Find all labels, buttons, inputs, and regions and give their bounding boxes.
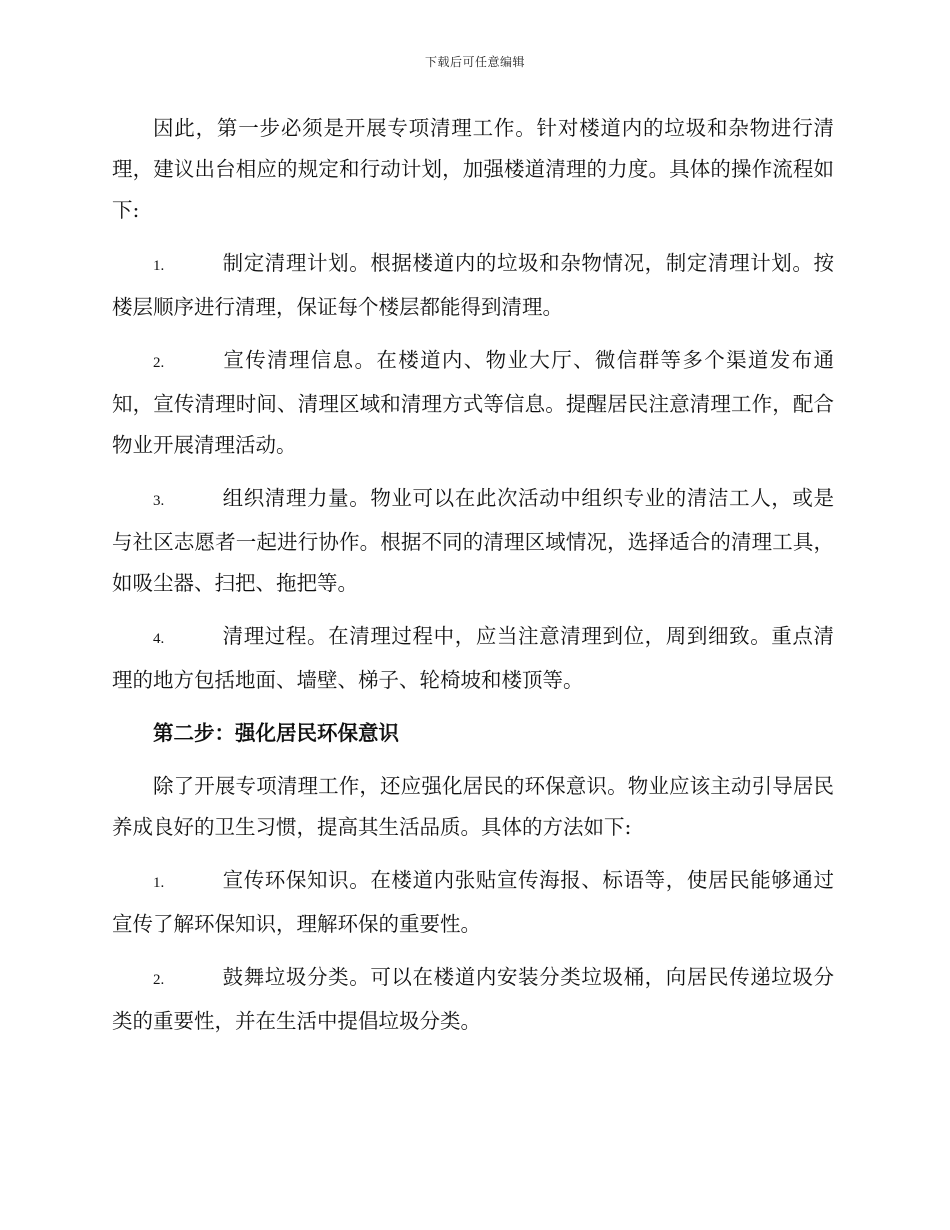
section-intro-paragraph: 除了开展专项清理工作，还应强化居民的环保意识。物业应该主动引导居民养成良好的卫生习惯，提高其生活品质。具体的方法如下: [112,774,834,839]
list-item [112,340,834,466]
list-item-text: 制定清理计划。根据楼道内的垃圾和杂物情况，制定清理计划。按楼层顺序进行清理，保证每个楼层都能得到清理。 [112,251,834,319]
list-item-text: 宣传环保知识。在楼道内张贴宣传海报、标语等，使居民能够通过宣传了解环保知识，理解环保的重要性。 [112,868,834,936]
list-item-text: 鼓舞垃圾分类。可以在楼道内安装分类垃圾桶，向居民传递垃圾分类的重要性，并在生活中提倡垃圾分类。 [112,965,834,1033]
list-item-number: 1. [153,875,165,891]
section-heading: 第二步：强化居民环保意识 [153,721,399,745]
list-item-number: 2. [153,972,165,988]
page-header-note: 下载后可任意编辑 [424,55,525,69]
list-item-number: 1. [153,258,165,274]
list-item-number: 2. [153,355,165,371]
list-item-number: 4. [153,631,165,647]
intro-paragraph: 因此，第一步必须是开展专项清理工作。针对楼道内的垃圾和杂物进行清理，建议出台相应的规定和行动计划，加强楼道清理的力度。具体的操作流程如下: [112,116,834,222]
list-item-text: 组织清理力量。物业可以在此次活动中组织专业的清洁工人，或是与社区志愿者一起进行协作。根据不同的清理区域情况，选择适合的清理工具，如吸尘器、扫把、拖把等。 [112,486,834,595]
list-item-number: 3. [153,493,165,509]
list-item-text: 清理过程。在清理过程中，应当注意清理到位，周到细致。重点清理的地方包括地面、墙壁、梯子、轮椅坡和楼顶等。 [112,624,834,692]
list-item [112,478,834,604]
list-item [112,243,834,328]
list-item-text: 宣传清理信息。在楼道内、物业大厅、微信群等多个渠道发布通知，宣传清理时间、清理区域和清理方式等信息。提醒居民注意清理工作，配合物业开展清理活动。 [112,348,834,457]
list-item [112,860,834,945]
list-item [112,616,834,701]
document-body [112,108,834,1054]
list-item [112,957,834,1042]
